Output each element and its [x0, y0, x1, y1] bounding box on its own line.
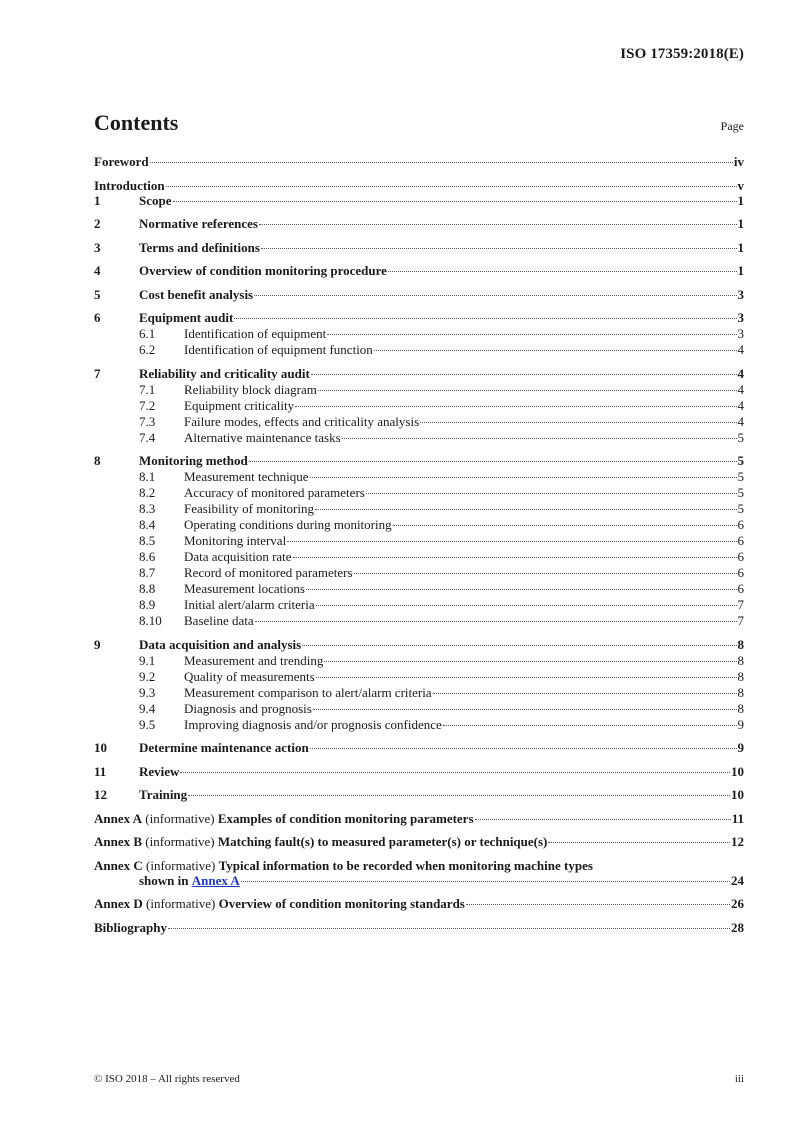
toc-page: 6 [737, 581, 744, 596]
toc-entry-annex[interactable] [94, 834, 744, 849]
subsection-title: Data acquisition rate [184, 549, 292, 564]
annex-id: Annex B [94, 834, 143, 849]
toc-entry-section[interactable] [94, 287, 744, 302]
leader-dots [255, 621, 737, 622]
toc-entry-section[interactable] [94, 637, 744, 652]
section-number: 9 [94, 636, 101, 652]
page-title: Contents [94, 110, 179, 135]
leader-dots [374, 350, 737, 351]
subsection-number: 7.4 [139, 429, 156, 445]
subsection-number: 8.7 [139, 565, 156, 580]
annex-title: Matching fault(s) to measured parameter(s) or technique(s) [217, 834, 548, 849]
toc-entry-subsection[interactable] [94, 414, 744, 429]
subsection-number: 9.4 [139, 700, 156, 716]
toc-entry-section[interactable] [94, 310, 744, 325]
toc-page: 4 [737, 397, 744, 413]
subsection-number: 8.4 [139, 517, 156, 532]
annex-id: Annex C [94, 857, 143, 873]
subsection-title: Identification of equipment function [184, 342, 373, 357]
subsection-number: 7.1 [139, 381, 156, 397]
toc-page: 5 [737, 453, 744, 468]
toc-page: 4 [737, 413, 744, 429]
toc-page: 1 [737, 216, 744, 231]
toc-page: 6 [737, 517, 744, 532]
toc-entry-subsection[interactable] [94, 597, 744, 612]
subsection-title: Monitoring interval [184, 533, 287, 548]
subsection-number: 7.3 [139, 413, 156, 429]
annex-type: (informative) [145, 834, 215, 849]
leader-dots [316, 605, 737, 606]
page-column-label: Page [720, 119, 744, 133]
toc-entry-section[interactable] [94, 263, 744, 278]
subsection-title: Measurement comparison to alert/alarm criteria [184, 684, 432, 700]
toc-label: Foreword [94, 154, 149, 169]
toc-entry-introduction[interactable] [94, 178, 744, 193]
leader-dots [310, 748, 737, 749]
subsection-title: Measurement locations [184, 581, 305, 596]
toc-page: 3 [737, 310, 744, 325]
toc-entry-subsection[interactable] [94, 382, 744, 397]
toc-entry-section[interactable] [94, 453, 744, 468]
leader-dots [310, 477, 737, 478]
subsection-title: Equipment criticality [184, 397, 295, 413]
subsection-title: Operating conditions during monitoring [184, 517, 392, 532]
toc-page: 4 [737, 342, 744, 357]
leader-dots [466, 904, 730, 905]
section-number: 3 [94, 239, 101, 255]
section-number: 10 [94, 740, 107, 755]
table-of-contents [94, 154, 744, 935]
toc-page: 1 [737, 263, 744, 278]
toc-page: 6 [737, 565, 744, 580]
toc-page: 3 [737, 326, 744, 341]
section-number: 5 [94, 286, 101, 302]
title-row [94, 110, 744, 136]
section-number: 1 [94, 192, 101, 208]
toc-page: 8 [737, 636, 744, 652]
toc-entry-subsection[interactable] [94, 669, 744, 684]
leader-dots [327, 334, 736, 335]
toc-entry-subsection[interactable] [94, 533, 744, 548]
subsection-title: Accuracy of monitored parameters [184, 485, 365, 500]
leader-dots [295, 406, 736, 407]
toc-entry-subsection[interactable] [94, 717, 744, 732]
subsection-title: Measurement technique [184, 469, 309, 484]
leader-dots [393, 525, 737, 526]
toc-page: 5 [737, 485, 744, 500]
leader-dots [420, 422, 736, 423]
section-title: Scope [139, 192, 172, 208]
toc-page: 5 [737, 501, 744, 516]
toc-entry-subsection[interactable] [94, 469, 744, 484]
subsection-number: 9.3 [139, 684, 156, 700]
section-number: 2 [94, 216, 101, 231]
toc-page: 7 [737, 613, 744, 628]
subsection-title: Record of monitored parameters [184, 565, 353, 580]
toc-entry-foreword[interactable] [94, 154, 744, 169]
section-title: Data acquisition and analysis [139, 636, 302, 652]
toc-label: Bibliography [94, 919, 167, 935]
leader-dots [315, 509, 737, 510]
section-number: 7 [94, 365, 101, 381]
leader-dots [249, 461, 737, 462]
leader-dots [313, 709, 737, 710]
toc-annexes [94, 811, 744, 912]
toc-page: 8 [737, 652, 744, 668]
subsection-number: 9.2 [139, 668, 156, 684]
toc-entry-section[interactable] [94, 193, 744, 208]
toc-entry-subsection[interactable] [94, 549, 744, 564]
toc-entry-section[interactable] [94, 216, 744, 231]
toc-sections [94, 193, 744, 803]
toc-page: 8 [737, 700, 744, 716]
leader-dots [293, 557, 737, 558]
leader-dots [241, 881, 730, 882]
toc-entry-subsection[interactable] [94, 581, 744, 596]
standard-reference: ISO 17359:2018(E) [620, 46, 744, 62]
subsection-title: Initial alert/alarm criteria [184, 597, 315, 612]
annex-type: (informative) [145, 810, 215, 826]
toc-entry-subsection[interactable] [94, 685, 744, 700]
section-number: 11 [94, 763, 107, 779]
section-title: Cost benefit analysis [139, 286, 254, 302]
toc-page: 12 [731, 834, 744, 849]
leader-dots [306, 589, 737, 590]
annex-type: (informative) [146, 896, 216, 911]
section-number: 4 [94, 263, 101, 278]
toc-page: 9 [737, 716, 744, 732]
toc-page: 9 [737, 740, 744, 755]
subsection-title: Feasibility of monitoring [184, 501, 314, 516]
subsection-title: Alternative maintenance tasks [184, 429, 341, 445]
toc-page: 28 [731, 919, 744, 935]
subsection-title: Reliability block diagram [184, 381, 317, 397]
leader-dots [259, 224, 737, 225]
leader-dots [261, 248, 737, 249]
toc-entry-section[interactable] [94, 366, 744, 381]
leader-dots [168, 928, 730, 929]
annex-a-link[interactable]: Annex A [191, 872, 240, 888]
leader-dots [302, 645, 736, 646]
leader-dots [316, 677, 737, 678]
section-number: 12 [94, 787, 107, 802]
leader-dots [388, 271, 737, 272]
toc-page: 26 [731, 896, 744, 911]
leader-dots [324, 661, 736, 662]
subsection-number: 8.1 [139, 469, 156, 484]
toc-entry-subsection[interactable] [94, 398, 744, 413]
annex-type: (informative) [146, 857, 216, 873]
toc-page: 4 [737, 381, 744, 397]
leader-dots [433, 693, 737, 694]
toc-page: 6 [737, 533, 744, 548]
toc-entry-subsection[interactable] [94, 501, 744, 516]
subsection-title: Identification of equipment [184, 326, 327, 341]
leader-dots [548, 842, 730, 843]
leader-dots [443, 725, 737, 726]
leader-dots [188, 795, 730, 796]
toc-page: 3 [737, 286, 744, 302]
subsection-number: 9.1 [139, 652, 156, 668]
subsection-number: 8.8 [139, 581, 156, 596]
section-title: Monitoring method [139, 453, 248, 468]
toc-page: 6 [737, 549, 744, 564]
section-title: Reliability and criticality audit [139, 365, 310, 381]
toc-page: 1 [737, 239, 744, 255]
leader-dots [475, 819, 731, 820]
toc-page: 10 [731, 763, 744, 779]
subsection-title: Failure modes, effects and criticality analysis [184, 413, 420, 429]
section-number: 6 [94, 310, 101, 325]
annex-title: Overview of condition monitoring standards [218, 896, 465, 911]
toc-entry-section[interactable] [94, 764, 744, 779]
annex-title-continued: shown in [139, 872, 189, 888]
leader-dots [150, 162, 733, 163]
toc-entry-subsection[interactable] [94, 485, 744, 500]
toc-page: 8 [737, 668, 744, 684]
subsection-number: 8.6 [139, 549, 156, 564]
leader-dots [180, 772, 730, 773]
section-number: 8 [94, 453, 101, 468]
subsection-number: 8.9 [139, 597, 156, 612]
annex-title: Examples of condition monitoring parameters [217, 810, 474, 826]
section-title: Equipment audit [139, 310, 234, 325]
toc-page: 5 [737, 469, 744, 484]
subsection-title: Diagnosis and prognosis [184, 700, 312, 716]
toc-entry-subsection[interactable] [94, 701, 744, 716]
page-footer [94, 1073, 744, 1085]
section-title: Overview of condition monitoring procedure [139, 263, 387, 278]
toc-page: 7 [737, 597, 744, 612]
section-title: Determine maintenance action [139, 740, 309, 755]
toc-entry-section[interactable] [94, 787, 744, 802]
toc-entry-subsection[interactable] [94, 565, 744, 580]
leader-dots [311, 374, 737, 375]
section-title: Normative references [139, 216, 258, 231]
toc-entry-subsection[interactable] [94, 613, 744, 628]
leader-dots [354, 573, 737, 574]
toc-entry-annex[interactable] [94, 811, 744, 826]
leader-dots [254, 295, 736, 296]
toc-entry-bibliography[interactable] [94, 920, 744, 935]
subsection-title: Measurement and trending [184, 652, 324, 668]
toc-label: Introduction [94, 177, 165, 193]
toc-entry-subsection[interactable] [94, 430, 744, 445]
leader-dots [366, 493, 737, 494]
toc-entry-section[interactable] [94, 240, 744, 255]
toc-page: 5 [737, 429, 744, 445]
leader-dots [173, 201, 737, 202]
toc-page: 24 [731, 872, 744, 888]
toc-entry-subsection[interactable] [94, 326, 744, 341]
subsection-number: 7.2 [139, 397, 156, 413]
toc-page: 10 [731, 787, 744, 802]
section-title: Review [139, 763, 180, 779]
subsection-number: 8.3 [139, 501, 156, 516]
annex-id: Annex A [94, 810, 143, 826]
toc-entry-subsection[interactable] [94, 342, 744, 357]
toc-entry-annex[interactable] [94, 858, 744, 888]
leader-dots [166, 186, 737, 187]
page-number: iii [734, 1073, 744, 1085]
subsection-number: 8.10 [139, 613, 162, 628]
subsection-title: Baseline data [184, 613, 254, 628]
toc-entry-subsection[interactable] [94, 653, 744, 668]
subsection-number: 8.5 [139, 533, 156, 548]
annex-title: Typical information to be recorded when monitoring machine types [218, 857, 593, 873]
leader-dots [287, 541, 736, 542]
copyright-notice: © ISO 2018 – All rights reserved [94, 1073, 240, 1085]
toc-page: v [737, 177, 744, 193]
toc-entry-section[interactable] [94, 740, 744, 755]
subsection-number: 6.1 [139, 326, 156, 341]
subsection-number: 6.2 [139, 342, 156, 357]
leader-dots [342, 438, 737, 439]
section-title: Training [139, 787, 188, 802]
subsection-title: Improving diagnosis and/or prognosis confidence [184, 716, 442, 732]
toc-page: 4 [737, 365, 744, 381]
annex-id: Annex D [94, 896, 143, 911]
toc-page: 1 [737, 192, 744, 208]
section-title: Terms and definitions [139, 239, 260, 255]
leader-dots [318, 390, 737, 391]
toc-page: iv [733, 154, 744, 169]
toc-entry-subsection[interactable] [94, 517, 744, 532]
toc-page: 11 [731, 810, 744, 826]
subsection-title: Quality of measurements [184, 668, 315, 684]
toc-entry-annex[interactable] [94, 896, 744, 911]
subsection-number: 8.2 [139, 485, 156, 500]
toc-page: 8 [737, 684, 744, 700]
subsection-number: 9.5 [139, 716, 156, 732]
leader-dots [234, 318, 736, 319]
